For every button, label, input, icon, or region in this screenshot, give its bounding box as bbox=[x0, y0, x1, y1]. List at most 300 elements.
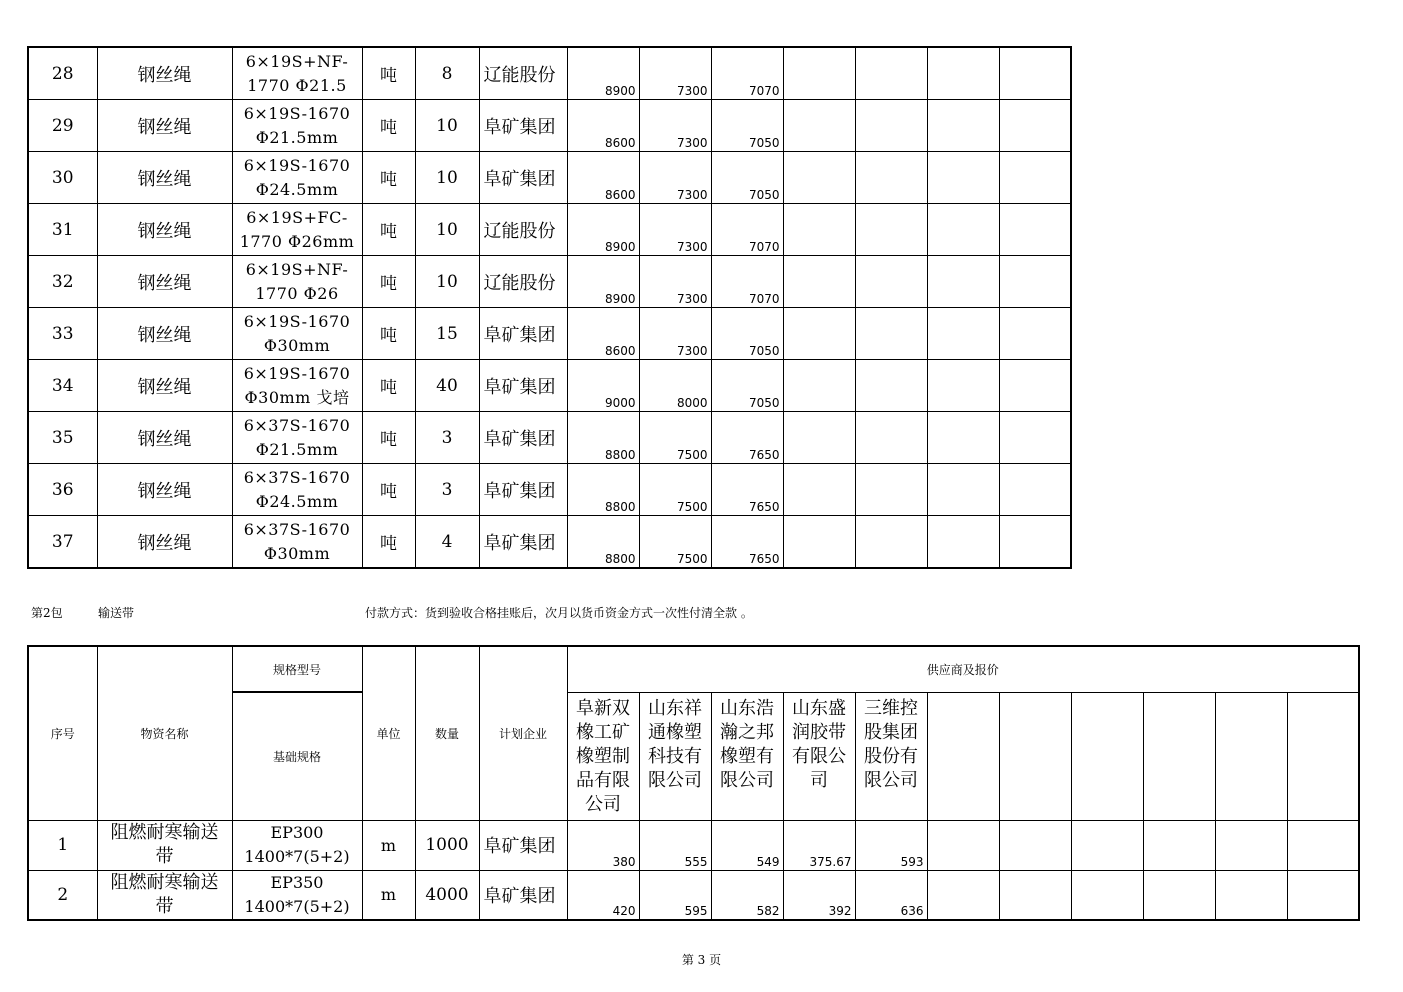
empty-cell bbox=[927, 464, 999, 516]
supplier-price-2 bbox=[639, 412, 711, 464]
supplier-price-1 bbox=[567, 256, 639, 308]
planning-enterprise-text: 辽能股份 bbox=[483, 272, 556, 294]
row-seq-text: 33 bbox=[51, 323, 74, 344]
supplier-price-5 bbox=[855, 820, 927, 870]
empty-cell bbox=[999, 204, 1071, 256]
header-spec-model: 规格型号 bbox=[232, 646, 362, 692]
supplier-price-2 bbox=[639, 360, 711, 412]
row-seq-text: 29 bbox=[51, 115, 74, 136]
empty-cell bbox=[999, 47, 1071, 100]
material-name bbox=[97, 256, 232, 308]
supplier-price-5-text: 593 bbox=[900, 854, 924, 869]
supplier-price-2 bbox=[639, 870, 711, 920]
empty-cell bbox=[999, 256, 1071, 308]
table-row bbox=[28, 360, 1071, 412]
planning-enterprise bbox=[479, 308, 567, 360]
planning-enterprise bbox=[479, 152, 567, 204]
row-seq-text: 1 bbox=[57, 835, 69, 855]
supplier-price-3 bbox=[711, 412, 783, 464]
row-seq bbox=[28, 47, 97, 100]
row-seq bbox=[28, 256, 97, 308]
material-name-text: 钢丝绳 bbox=[137, 64, 192, 86]
spec-model-text: 1400*7(5+2) bbox=[244, 896, 350, 916]
empty-cell bbox=[783, 100, 855, 152]
row-seq bbox=[28, 100, 97, 152]
row-seq-text: 34 bbox=[51, 375, 74, 396]
empty-cell bbox=[855, 256, 927, 308]
header-unit: 单位 bbox=[362, 646, 415, 820]
quantity bbox=[415, 820, 479, 870]
material-name-text: 钢丝绳 bbox=[137, 116, 192, 138]
spec-model-text: 6×19S-1670 bbox=[243, 311, 351, 331]
spec-model bbox=[232, 820, 362, 870]
spec-model-text: Φ30mm bbox=[263, 335, 331, 355]
supplier-name-4: 山东盛润胶带有限公司 bbox=[783, 692, 855, 820]
spec-model-text: Φ24.5mm bbox=[255, 491, 339, 511]
planning-enterprise-text: 阜矿集团 bbox=[483, 428, 556, 450]
supplier-price-1 bbox=[567, 464, 639, 516]
empty-cell bbox=[999, 464, 1071, 516]
material-name bbox=[97, 204, 232, 256]
spec-model bbox=[232, 47, 362, 100]
empty-cell bbox=[999, 152, 1071, 204]
supplier-price-1-text: 8600 bbox=[604, 344, 636, 358]
empty-cell bbox=[855, 464, 927, 516]
supplier-price-1 bbox=[567, 308, 639, 360]
planning-enterprise bbox=[479, 412, 567, 464]
empty-cell bbox=[927, 692, 999, 820]
unit bbox=[362, 152, 415, 204]
quantity-text: 4000 bbox=[425, 884, 469, 905]
empty-cell bbox=[927, 870, 999, 920]
spec-model bbox=[232, 870, 362, 920]
unit bbox=[362, 820, 415, 870]
supplier-price-3 bbox=[711, 47, 783, 100]
table-row bbox=[28, 152, 1071, 204]
empty-cell bbox=[927, 100, 999, 152]
supplier-price-2 bbox=[639, 47, 711, 100]
supplier-price-1-text: 8800 bbox=[604, 500, 636, 514]
spec-model-text: Φ24.5mm bbox=[255, 179, 339, 199]
supplier-price-2 bbox=[639, 516, 711, 569]
empty-cell bbox=[927, 360, 999, 412]
spec-model bbox=[232, 360, 362, 412]
empty-cell bbox=[927, 412, 999, 464]
unit bbox=[362, 308, 415, 360]
material-name-text: 钢丝绳 bbox=[137, 324, 192, 346]
supplier-price-3 bbox=[711, 360, 783, 412]
spec-model-text: 1770 Φ21.5 bbox=[247, 75, 347, 95]
quantity bbox=[415, 204, 479, 256]
supplier-price-1-text: 8800 bbox=[604, 448, 636, 462]
package-category: 输送带 bbox=[98, 606, 135, 620]
planning-enterprise bbox=[479, 256, 567, 308]
supplier-price-3 bbox=[711, 464, 783, 516]
spec-model-text: 6×19S-1670 bbox=[243, 363, 351, 383]
unit-text: 吨 bbox=[380, 66, 397, 86]
empty-cell bbox=[999, 308, 1071, 360]
row-seq bbox=[28, 820, 97, 870]
empty-cell bbox=[855, 308, 927, 360]
payment-terms: 付款方式：货到验收合格挂账后，次月以货币资金方式一次性付清全款 。 bbox=[365, 606, 753, 620]
supplier-price-2 bbox=[639, 204, 711, 256]
empty-cell bbox=[783, 152, 855, 204]
supplier-price-2-text: 7300 bbox=[676, 240, 708, 254]
empty-cell bbox=[927, 308, 999, 360]
material-name bbox=[97, 412, 232, 464]
steel-rope-price-table bbox=[27, 46, 1072, 569]
spec-model bbox=[232, 256, 362, 308]
row-seq bbox=[28, 308, 97, 360]
spec-model-text: Φ21.5mm bbox=[255, 127, 339, 147]
supplier-price-2 bbox=[639, 256, 711, 308]
empty-cell bbox=[927, 152, 999, 204]
quantity bbox=[415, 100, 479, 152]
supplier-name-1: 阜新双橡工矿橡塑制品有限公司 bbox=[567, 692, 639, 820]
empty-cell bbox=[999, 360, 1071, 412]
empty-cell bbox=[783, 360, 855, 412]
spec-model-text: 6×19S-1670 bbox=[243, 155, 351, 175]
quantity-text: 10 bbox=[436, 167, 458, 188]
material-name bbox=[97, 516, 232, 569]
supplier-price-2-text: 555 bbox=[684, 854, 708, 869]
supplier-price-1-text: 420 bbox=[612, 904, 636, 918]
quantity-text: 10 bbox=[436, 115, 458, 136]
table-row bbox=[28, 308, 1071, 360]
empty-cell bbox=[855, 204, 927, 256]
spec-model bbox=[232, 516, 362, 569]
unit bbox=[362, 204, 415, 256]
supplier-price-2 bbox=[639, 152, 711, 204]
material-name bbox=[97, 820, 232, 870]
empty-cell bbox=[855, 412, 927, 464]
table-row bbox=[28, 204, 1071, 256]
empty-cell bbox=[855, 516, 927, 569]
supplier-price-3-text: 7650 bbox=[748, 552, 780, 566]
supplier-price-1-text: 8800 bbox=[604, 552, 636, 566]
supplier-price-5-text: 636 bbox=[900, 904, 924, 918]
spec-model-text: 6×37S-1670 bbox=[243, 519, 351, 539]
material-name-text: 阻燃耐寒输送 bbox=[110, 822, 219, 843]
supplier-price-2 bbox=[639, 464, 711, 516]
empty-cell bbox=[1071, 692, 1143, 820]
package-number: 第2包 bbox=[31, 606, 63, 620]
unit bbox=[362, 412, 415, 464]
supplier-name-5: 三维控股集团股份有限公司 bbox=[855, 692, 927, 820]
supplier-price-3-text: 7070 bbox=[748, 240, 780, 254]
supplier-price-2-text: 595 bbox=[684, 904, 708, 918]
empty-cell bbox=[1071, 820, 1143, 870]
empty-cell bbox=[927, 820, 999, 870]
table-row bbox=[28, 412, 1071, 464]
empty-cell bbox=[855, 47, 927, 100]
supplier-price-1 bbox=[567, 870, 639, 920]
supplier-price-4 bbox=[783, 820, 855, 870]
empty-cell bbox=[927, 47, 999, 100]
quantity bbox=[415, 256, 479, 308]
supplier-price-3 bbox=[711, 820, 783, 870]
quantity bbox=[415, 870, 479, 920]
supplier-price-3 bbox=[711, 308, 783, 360]
quantity-text: 8 bbox=[441, 63, 453, 84]
supplier-price-4 bbox=[783, 870, 855, 920]
row-seq bbox=[28, 870, 97, 920]
empty-cell bbox=[783, 308, 855, 360]
quantity-text: 40 bbox=[436, 375, 458, 396]
planning-enterprise bbox=[479, 47, 567, 100]
empty-cell bbox=[1143, 870, 1215, 920]
supplier-price-3 bbox=[711, 870, 783, 920]
material-name-text: 带 bbox=[155, 895, 174, 917]
material-name-text: 钢丝绳 bbox=[137, 168, 192, 190]
supplier-price-1 bbox=[567, 47, 639, 100]
table-row bbox=[28, 820, 1359, 870]
supplier-price-5 bbox=[855, 870, 927, 920]
unit-text: 吨 bbox=[380, 118, 397, 138]
supplier-price-1 bbox=[567, 820, 639, 870]
material-name-text: 阻燃耐寒输送 bbox=[110, 871, 219, 893]
empty-cell bbox=[783, 412, 855, 464]
spec-model bbox=[232, 308, 362, 360]
conveyor-belt-price-table bbox=[27, 645, 1360, 921]
quantity-text: 15 bbox=[436, 323, 458, 344]
unit bbox=[362, 100, 415, 152]
row-seq-text: 2 bbox=[57, 884, 69, 905]
material-name-text: 钢丝绳 bbox=[137, 428, 192, 450]
planning-enterprise-text: 辽能股份 bbox=[483, 64, 556, 86]
supplier-price-2-text: 7300 bbox=[676, 292, 708, 306]
supplier-price-3 bbox=[711, 256, 783, 308]
spec-model-text: 6×37S-1670 bbox=[243, 415, 351, 435]
empty-cell bbox=[855, 152, 927, 204]
empty-cell bbox=[1071, 870, 1143, 920]
quantity-text: 3 bbox=[441, 427, 453, 448]
spec-model-text: 1770 Φ26 bbox=[255, 283, 339, 303]
empty-cell bbox=[1143, 692, 1215, 820]
supplier-price-1 bbox=[567, 360, 639, 412]
spec-model-text: Φ30mm 戈培 bbox=[244, 387, 350, 407]
spec-model-text: 1770 Φ26mm bbox=[239, 231, 355, 251]
material-name-text: 钢丝绳 bbox=[137, 376, 192, 398]
supplier-price-3 bbox=[711, 516, 783, 569]
planning-enterprise bbox=[479, 820, 567, 870]
planning-enterprise bbox=[479, 204, 567, 256]
supplier-price-2-text: 8000 bbox=[676, 396, 708, 410]
planning-enterprise-text: 辽能股份 bbox=[483, 220, 556, 242]
material-name-text: 钢丝绳 bbox=[137, 480, 192, 502]
empty-cell bbox=[1215, 692, 1287, 820]
supplier-price-3-text: 582 bbox=[756, 904, 780, 918]
supplier-price-3-text: 7650 bbox=[748, 500, 780, 514]
spec-model bbox=[232, 100, 362, 152]
planning-enterprise-text: 阜矿集团 bbox=[483, 116, 556, 138]
empty-cell bbox=[1215, 870, 1287, 920]
quantity bbox=[415, 47, 479, 100]
table-row bbox=[28, 464, 1071, 516]
material-name bbox=[97, 360, 232, 412]
row-seq bbox=[28, 360, 97, 412]
supplier-price-1-text: 9000 bbox=[604, 396, 636, 410]
quantity bbox=[415, 516, 479, 569]
planning-enterprise-text: 阜矿集团 bbox=[483, 168, 556, 190]
table-row bbox=[28, 100, 1071, 152]
supplier-price-2-text: 7300 bbox=[676, 84, 708, 98]
supplier-price-2-text: 7500 bbox=[676, 552, 708, 566]
unit-text: 吨 bbox=[380, 378, 397, 398]
supplier-price-1-text: 380 bbox=[612, 854, 636, 869]
spec-model bbox=[232, 464, 362, 516]
header-base-spec: 基础规格 bbox=[232, 692, 362, 820]
supplier-price-3 bbox=[711, 100, 783, 152]
table-row bbox=[28, 256, 1071, 308]
spec-model bbox=[232, 152, 362, 204]
header-seq: 序号 bbox=[28, 646, 97, 820]
spec-model bbox=[232, 204, 362, 256]
empty-cell bbox=[999, 870, 1071, 920]
supplier-price-1 bbox=[567, 152, 639, 204]
planning-enterprise-text: 阜矿集团 bbox=[483, 532, 556, 554]
planning-enterprise bbox=[479, 464, 567, 516]
row-seq bbox=[28, 464, 97, 516]
supplier-price-2 bbox=[639, 100, 711, 152]
supplier-price-3-text: 7050 bbox=[748, 136, 780, 150]
material-name-text: 钢丝绳 bbox=[137, 220, 192, 242]
supplier-price-3-text: 7050 bbox=[748, 344, 780, 358]
table-row bbox=[28, 870, 1359, 920]
spec-model-text: EP300 bbox=[270, 823, 324, 842]
row-seq bbox=[28, 152, 97, 204]
material-name bbox=[97, 308, 232, 360]
planning-enterprise bbox=[479, 360, 567, 412]
supplier-price-1-text: 8900 bbox=[604, 240, 636, 254]
unit bbox=[362, 464, 415, 516]
spec-model-text: 1400*7(5+2) bbox=[244, 847, 350, 866]
planning-enterprise-text: 阜矿集团 bbox=[483, 836, 556, 857]
row-seq-text: 30 bbox=[51, 167, 74, 188]
spec-model-text: 6×37S-1670 bbox=[243, 467, 351, 487]
unit bbox=[362, 360, 415, 412]
empty-cell bbox=[999, 820, 1071, 870]
planning-enterprise-text: 阜矿集团 bbox=[483, 885, 556, 907]
page-number: 第 3 页 bbox=[681, 953, 722, 967]
supplier-price-1-text: 8600 bbox=[604, 136, 636, 150]
planning-enterprise-text: 阜矿集团 bbox=[483, 324, 556, 346]
row-seq-text: 37 bbox=[51, 531, 74, 552]
supplier-price-1-text: 8900 bbox=[604, 292, 636, 306]
planning-enterprise-text: 阜矿集团 bbox=[483, 480, 556, 502]
spec-model bbox=[232, 412, 362, 464]
planning-enterprise bbox=[479, 100, 567, 152]
empty-cell bbox=[1287, 692, 1359, 820]
header-planning-enterprise: 计划企业 bbox=[479, 646, 567, 820]
supplier-price-2 bbox=[639, 820, 711, 870]
material-name bbox=[97, 464, 232, 516]
unit bbox=[362, 256, 415, 308]
supplier-price-4-text: 375.67 bbox=[809, 854, 852, 869]
supplier-price-1 bbox=[567, 204, 639, 256]
supplier-price-1 bbox=[567, 100, 639, 152]
supplier-price-2-text: 7300 bbox=[676, 136, 708, 150]
empty-cell bbox=[783, 47, 855, 100]
material-name-text: 带 bbox=[155, 846, 174, 867]
supplier-price-1-text: 8900 bbox=[604, 84, 636, 98]
unit-text: m bbox=[380, 835, 397, 855]
row-seq-text: 36 bbox=[51, 479, 74, 500]
spec-model-text: 6×19S-1670 bbox=[243, 103, 351, 123]
supplier-price-1 bbox=[567, 516, 639, 569]
unit bbox=[362, 47, 415, 100]
empty-cell bbox=[783, 516, 855, 569]
unit-text: 吨 bbox=[380, 482, 397, 502]
row-seq bbox=[28, 412, 97, 464]
header-quantity: 数量 bbox=[415, 646, 479, 820]
material-name bbox=[97, 47, 232, 100]
empty-cell bbox=[783, 256, 855, 308]
quantity bbox=[415, 308, 479, 360]
row-seq bbox=[28, 516, 97, 569]
supplier-price-1-text: 8600 bbox=[604, 188, 636, 202]
planning-enterprise bbox=[479, 870, 567, 920]
supplier-price-2-text: 7300 bbox=[676, 344, 708, 358]
quantity-text: 10 bbox=[436, 219, 458, 240]
unit bbox=[362, 516, 415, 569]
spec-model-text: 6×19S+FC- bbox=[246, 207, 348, 227]
planning-enterprise bbox=[479, 516, 567, 569]
supplier-price-2-text: 7300 bbox=[676, 188, 708, 202]
empty-cell bbox=[783, 464, 855, 516]
material-name-text: 钢丝绳 bbox=[137, 272, 192, 294]
supplier-price-2 bbox=[639, 308, 711, 360]
unit-text: 吨 bbox=[380, 222, 397, 242]
empty-cell bbox=[999, 412, 1071, 464]
supplier-price-3 bbox=[711, 204, 783, 256]
table-row bbox=[28, 516, 1071, 569]
empty-cell bbox=[783, 204, 855, 256]
spec-model-text: Φ21.5mm bbox=[255, 439, 339, 459]
spec-model-text: Φ30mm bbox=[263, 543, 331, 563]
empty-cell bbox=[927, 204, 999, 256]
empty-cell bbox=[1287, 820, 1359, 870]
quantity-text: 4 bbox=[441, 531, 453, 552]
unit-text: 吨 bbox=[380, 326, 397, 346]
empty-cell bbox=[999, 516, 1071, 569]
spec-model-text: 6×19S+NF- bbox=[245, 51, 349, 71]
quantity-text: 3 bbox=[441, 479, 453, 500]
supplier-price-3 bbox=[711, 152, 783, 204]
supplier-price-1 bbox=[567, 412, 639, 464]
unit-text: 吨 bbox=[380, 430, 397, 450]
quantity-text: 10 bbox=[436, 271, 458, 292]
supplier-price-3-text: 7070 bbox=[748, 292, 780, 306]
empty-cell bbox=[855, 100, 927, 152]
table-row bbox=[28, 47, 1071, 100]
empty-cell bbox=[999, 692, 1071, 820]
quantity bbox=[415, 360, 479, 412]
header-suppliers: 供应商及报价 bbox=[567, 646, 1359, 692]
empty-cell bbox=[1287, 870, 1359, 920]
supplier-price-2-text: 7500 bbox=[676, 500, 708, 514]
quantity-text: 1000 bbox=[425, 835, 469, 855]
material-name bbox=[97, 870, 232, 920]
empty-cell bbox=[855, 360, 927, 412]
planning-enterprise-text: 阜矿集团 bbox=[483, 376, 556, 398]
quantity bbox=[415, 152, 479, 204]
supplier-name-2: 山东祥通橡塑科技有限公司 bbox=[639, 692, 711, 820]
row-seq-text: 31 bbox=[51, 219, 74, 240]
empty-cell bbox=[1215, 820, 1287, 870]
quantity bbox=[415, 412, 479, 464]
spec-model-text: 6×19S+NF- bbox=[245, 259, 349, 279]
